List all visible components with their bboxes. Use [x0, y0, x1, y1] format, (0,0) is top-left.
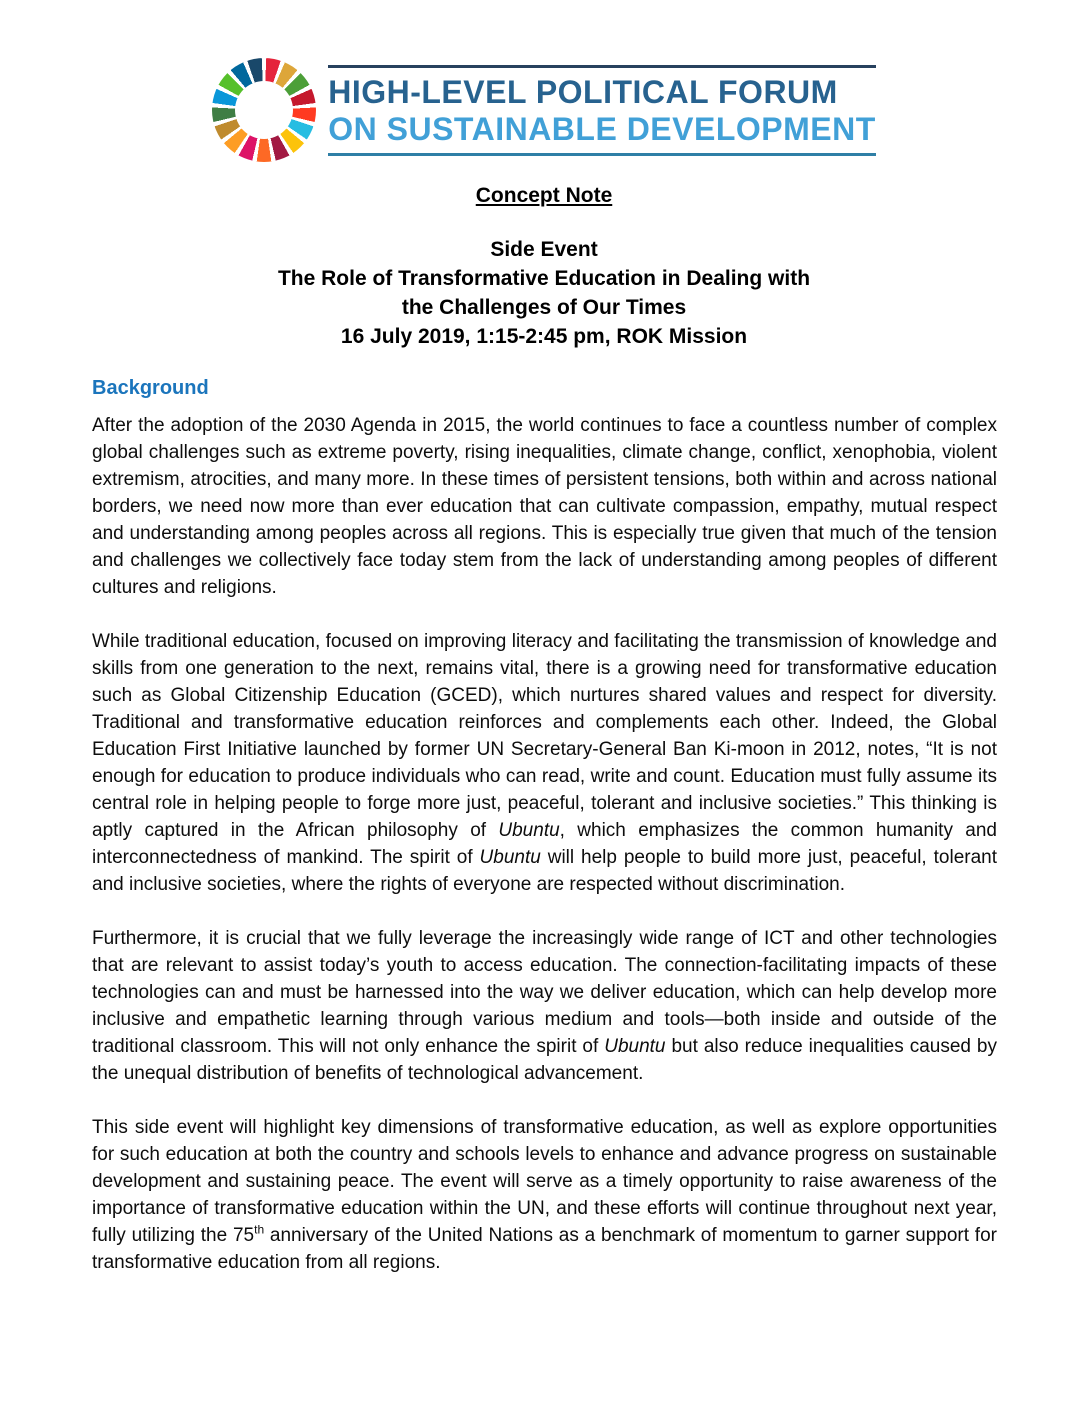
sdg-wheel-hole: [235, 81, 293, 139]
paragraph: While traditional education, focused on improving literacy and facilitating the transmission of knowledge and skills from one generation to the next, remains vital, there is a growing need for transformative education such as Global Citizenship Education (GCED), which nurtures shared values and respect for diversity. Traditional and transformative education reinforces and complements each other. Indeed, the Global Education First Initiative launched by former UN Secretary-General Ban Ki-moon in 2012, notes, “It is not enough for education to produce individuals who can read, write and count. Education must fully assume its central role in helping people to forge more just, peaceful, tolerant and inclusive societies.” This thinking is aptly captured in the African philosophy of Ubuntu, which emphasizes the common humanity and interconnectedness of mankind. The spirit of Ubuntu will help people to build more just, peaceful, tolerant and inclusive societies, where the rights of everyone are respected without discrimination.: [92, 631, 997, 895]
subtitle-line-title-2: the Challenges of Our Times: [401, 296, 687, 319]
document-title: Concept Note: [475, 184, 613, 207]
subtitle-line-event-type: Side Event: [490, 238, 598, 261]
sdg-wheel-icon: [212, 58, 316, 162]
paragraph: This side event will highlight key dimensions of transformative education, as well as explore opportunities for such education at both the country and schools levels to enhance and advance progress on sustainable development and sustaining peace. The event will serve as a timely opportunity to raise awareness of the importance of transformative education within the UN, and these efforts will continue throughout next year, fully utilizing the 75th anniversary of the United Nations as a benchmark of momentum to garner support for transformative education from all regions.: [92, 1117, 997, 1273]
section-heading-background: Background: [92, 377, 209, 399]
subtitle-line-datetime: 16 July 2019, 1:15-2:45 pm, ROK Mission: [340, 325, 748, 348]
logo-rule-top: [328, 65, 876, 68]
hlpf-logo: [0, 0, 1088, 162]
paragraph: After the adoption of the 2030 Agenda in 2015, the world continues to face a countless number of complex global challenges such as extreme poverty, rising inequalities, climate change, conflict, xenophobia, violent extremism, atrocities, and many more. In these times of persistent tensions, both within and across national borders, we need now more than ever education that can cultivate compassion, empathy, mutual respect and understanding among peoples across all regions. This is especially true given that much of the tension and challenges we collectively face today stem from the lack of understanding among peoples of different cultures and religions.: [92, 415, 997, 598]
paragraph: Furthermore, it is crucial that we fully leverage the increasingly wide range of ICT and other technologies that are relevant to assist today’s youth to access education. The connection-facilitating impacts of these technologies can and must be harnessed into the way we deliver education, which can help develop more inclusive and empathetic learning through various medium and tools—both inside and outside of the traditional classroom. This will not only enhance the spirit of Ubuntu but also reduce inequalities caused by the unequal distribution of benefits of technological advancement.: [92, 928, 997, 1084]
logo-line2: ON SUSTAINABLE DEVELOPMENT: [328, 110, 876, 147]
subtitle-line-title-1: The Role of Transformative Education in Dealing with: [277, 267, 811, 290]
event-subtitle-block: [0, 235, 1088, 351]
document-content: [92, 377, 997, 1276]
body-paragraphs: [92, 412, 997, 1276]
logo-rule-bottom: [328, 153, 876, 156]
logo-text-block: [328, 65, 876, 156]
logo-line1: HIGH-LEVEL POLITICAL FORUM: [328, 73, 838, 110]
